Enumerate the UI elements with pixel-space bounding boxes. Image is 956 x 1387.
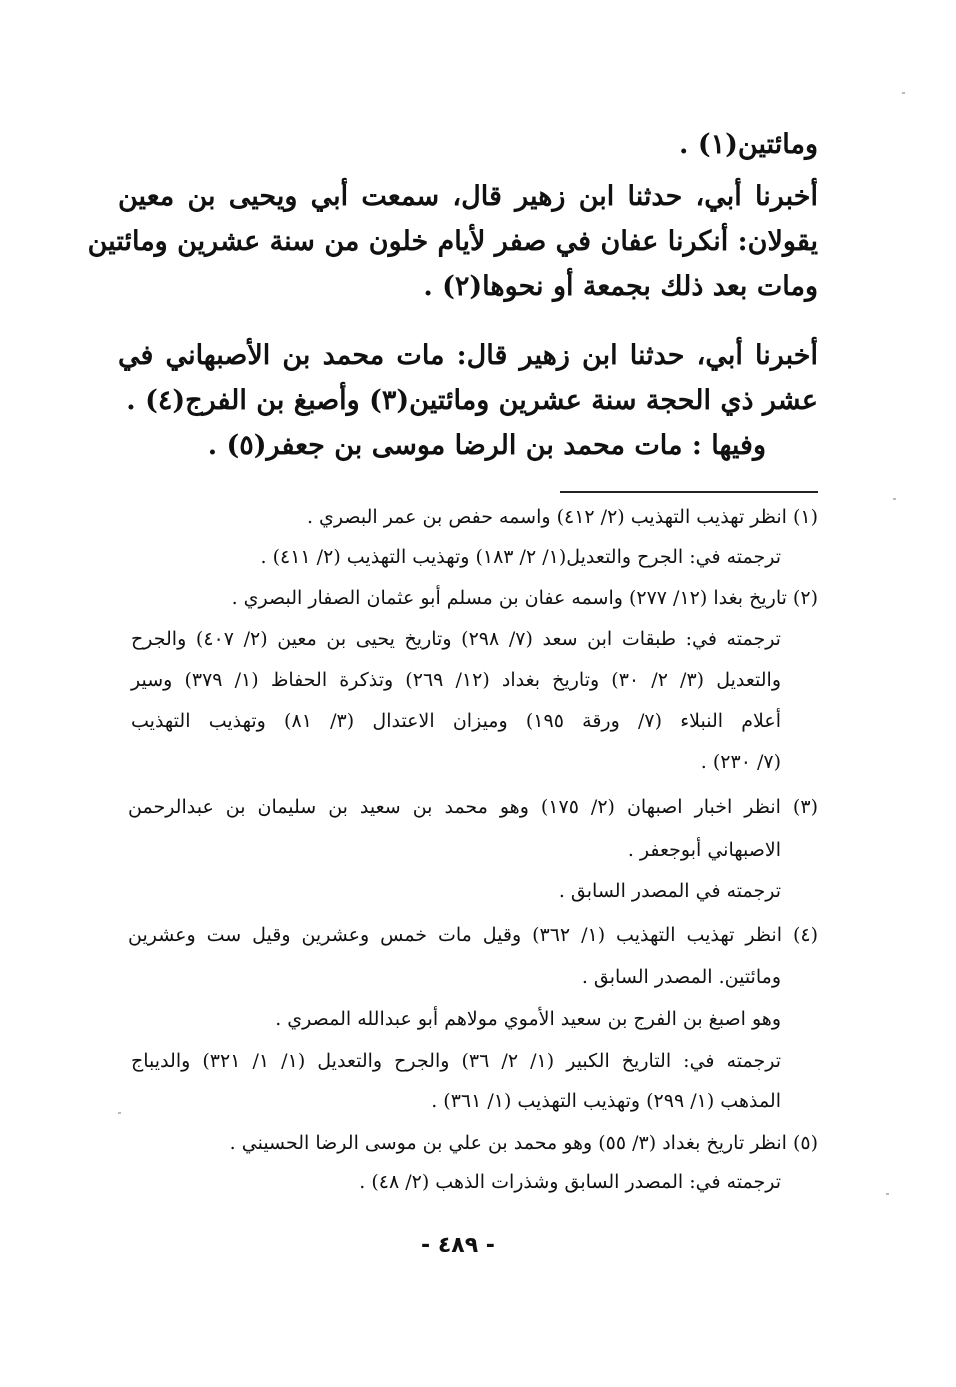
main-text-line: يقولان: أنكرنا عفان في صفر لأيام خلون من سنة عشرين ومائتين	[87, 226, 818, 257]
scan-speck	[902, 92, 905, 94]
scan-speck	[886, 1193, 889, 1195]
footnote-line: الاصبهاني أبوجعفر .	[627, 839, 781, 861]
main-text-line: عشر ذي الحجة سنة عشرين ومائتين(٣) وأصبغ بن الفرج(٤) .	[126, 385, 818, 416]
footnote-line: وهو اصبغ بن الفرج بن سعيد الأموي مولاهم أبو عبدالله المصري .	[275, 1008, 781, 1030]
main-text-line: وفيها : مات محمد بن الرضا موسى بن جعفر(٥) .	[207, 430, 766, 461]
main-text-line: أخبرنا أبي، حدثنا ابن زهير قال، سمعت أبي ويحيى بن معين	[118, 181, 818, 212]
footnote-line: (٧/ ٢٣٠) .	[700, 751, 781, 773]
footnote-line: ترجمته في المصدر السابق .	[558, 880, 781, 902]
footnote-line: (٤) انظر تهذيب التهذيب (١/ ٣٦٢) وقيل مات خمس وعشرين وقيل ست وعشرين	[128, 924, 818, 946]
main-text-line: أخبرنا أبي، حدثنا ابن زهير قال: مات محمد بن الأصبهاني في	[118, 340, 818, 371]
page-number: - ٤٨٩ -	[421, 1233, 495, 1258]
footnote-line: (١) انظر تهذيب التهذيب (٢/ ٤١٢) واسمه حفص بن عمر البصري .	[306, 506, 818, 528]
footnote-line: ترجمته في: طبقات ابن سعد (٧/ ٢٩٨) وتاريخ يحيى بن معين (٢/ ٤٠٧) والجرح	[131, 628, 781, 650]
footnote-line: ترجمته في: الجرح والتعديل(١/ ٢/ ١٨٣) وتهذيب التهذيب (٢/ ٤١١) .	[260, 546, 781, 568]
main-text-line: ومات بعد ذلك بجمعة أو نحوها(٢) .	[423, 271, 818, 302]
footnote-line: ترجمته في: التاريخ الكبير (١/ ٢/ ٣٦) والجرح والتعديل (١/ ١/ ٣٢١) والديباج	[131, 1050, 781, 1072]
footnote-line: ترجمته في: المصدر السابق وشذرات الذهب (٢/ ٤٨) .	[359, 1171, 781, 1193]
footnote-line: (٢) تاريخ بغدا (١٢/ ٢٧٧) واسمه عفان بن مسلم أبو عثمان الصفار البصري .	[231, 587, 818, 609]
main-text-line: ومائتين(١) .	[679, 129, 818, 160]
footnote-line: ومائتين. المصدر السابق .	[581, 966, 781, 988]
footnote-line: (٥) انظر تاريخ بغداد (٣/ ٥٥) وهو محمد بن علي بن موسى الرضا الحسيني .	[229, 1132, 818, 1154]
footnote-line: أعلام النبلاء (٧/ ورقة ١٩٥) وميزان الاعتدال (٣/ ٨١) وتهذيب التهذيب	[131, 710, 781, 732]
scan-speck	[118, 1112, 121, 1114]
footnote-line: (٣) انظر اخبار اصبهان (٢/ ١٧٥) وهو محمد بن سعيد بن سليمان بن عبدالرحمن	[128, 796, 818, 818]
footnote-line: والتعديل (٣/ ٢/ ٣٠) وتاريخ بغداد (١٢/ ٢٦٩) وتذكرة الحفاظ (١/ ٣٧٩) وسير	[131, 669, 782, 691]
scan-speck	[893, 498, 896, 500]
footnote-divider	[560, 491, 818, 493]
footnote-line: المذهب (١/ ٢٩٩) وتهذيب التهذيب (١/ ٣٦١) .	[431, 1090, 781, 1112]
